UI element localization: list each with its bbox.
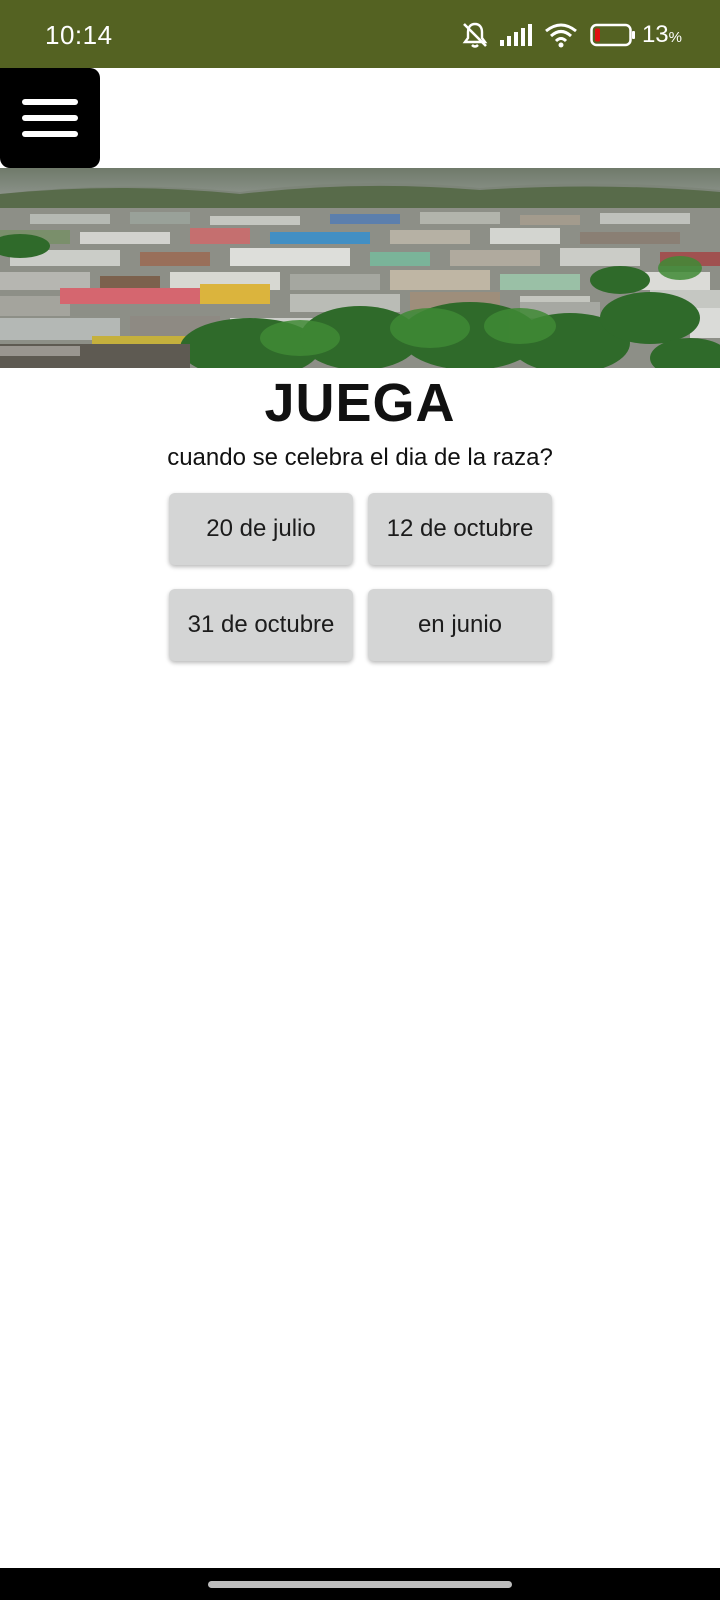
menu-button[interactable]	[0, 68, 100, 168]
answer-button-2[interactable]: 12 de octubre	[368, 493, 552, 565]
answer-button-3[interactable]: 31 de octubre	[169, 589, 353, 661]
wifi-icon	[544, 22, 578, 48]
city-aerial-photo	[0, 168, 720, 368]
battery-percent: 13%	[641, 21, 682, 48]
answer-button-1[interactable]: 20 de julio	[169, 493, 353, 565]
answer-button-4[interactable]: en junio	[368, 589, 552, 661]
quiz-question: cuando se celebra el dia de la raza?	[167, 444, 553, 471]
mute-icon	[460, 20, 490, 50]
status-time: 10:14	[45, 20, 113, 50]
signal-icon	[500, 23, 534, 47]
hero-image	[0, 168, 720, 368]
battery-icon	[590, 23, 636, 47]
status-bar	[0, 0, 720, 68]
status-icons	[460, 20, 682, 50]
home-indicator[interactable]	[208, 1581, 512, 1588]
navigation-bar	[0, 1568, 720, 1600]
quiz-title: JUEGA	[264, 373, 456, 433]
hamburger-menu-icon	[22, 99, 78, 105]
